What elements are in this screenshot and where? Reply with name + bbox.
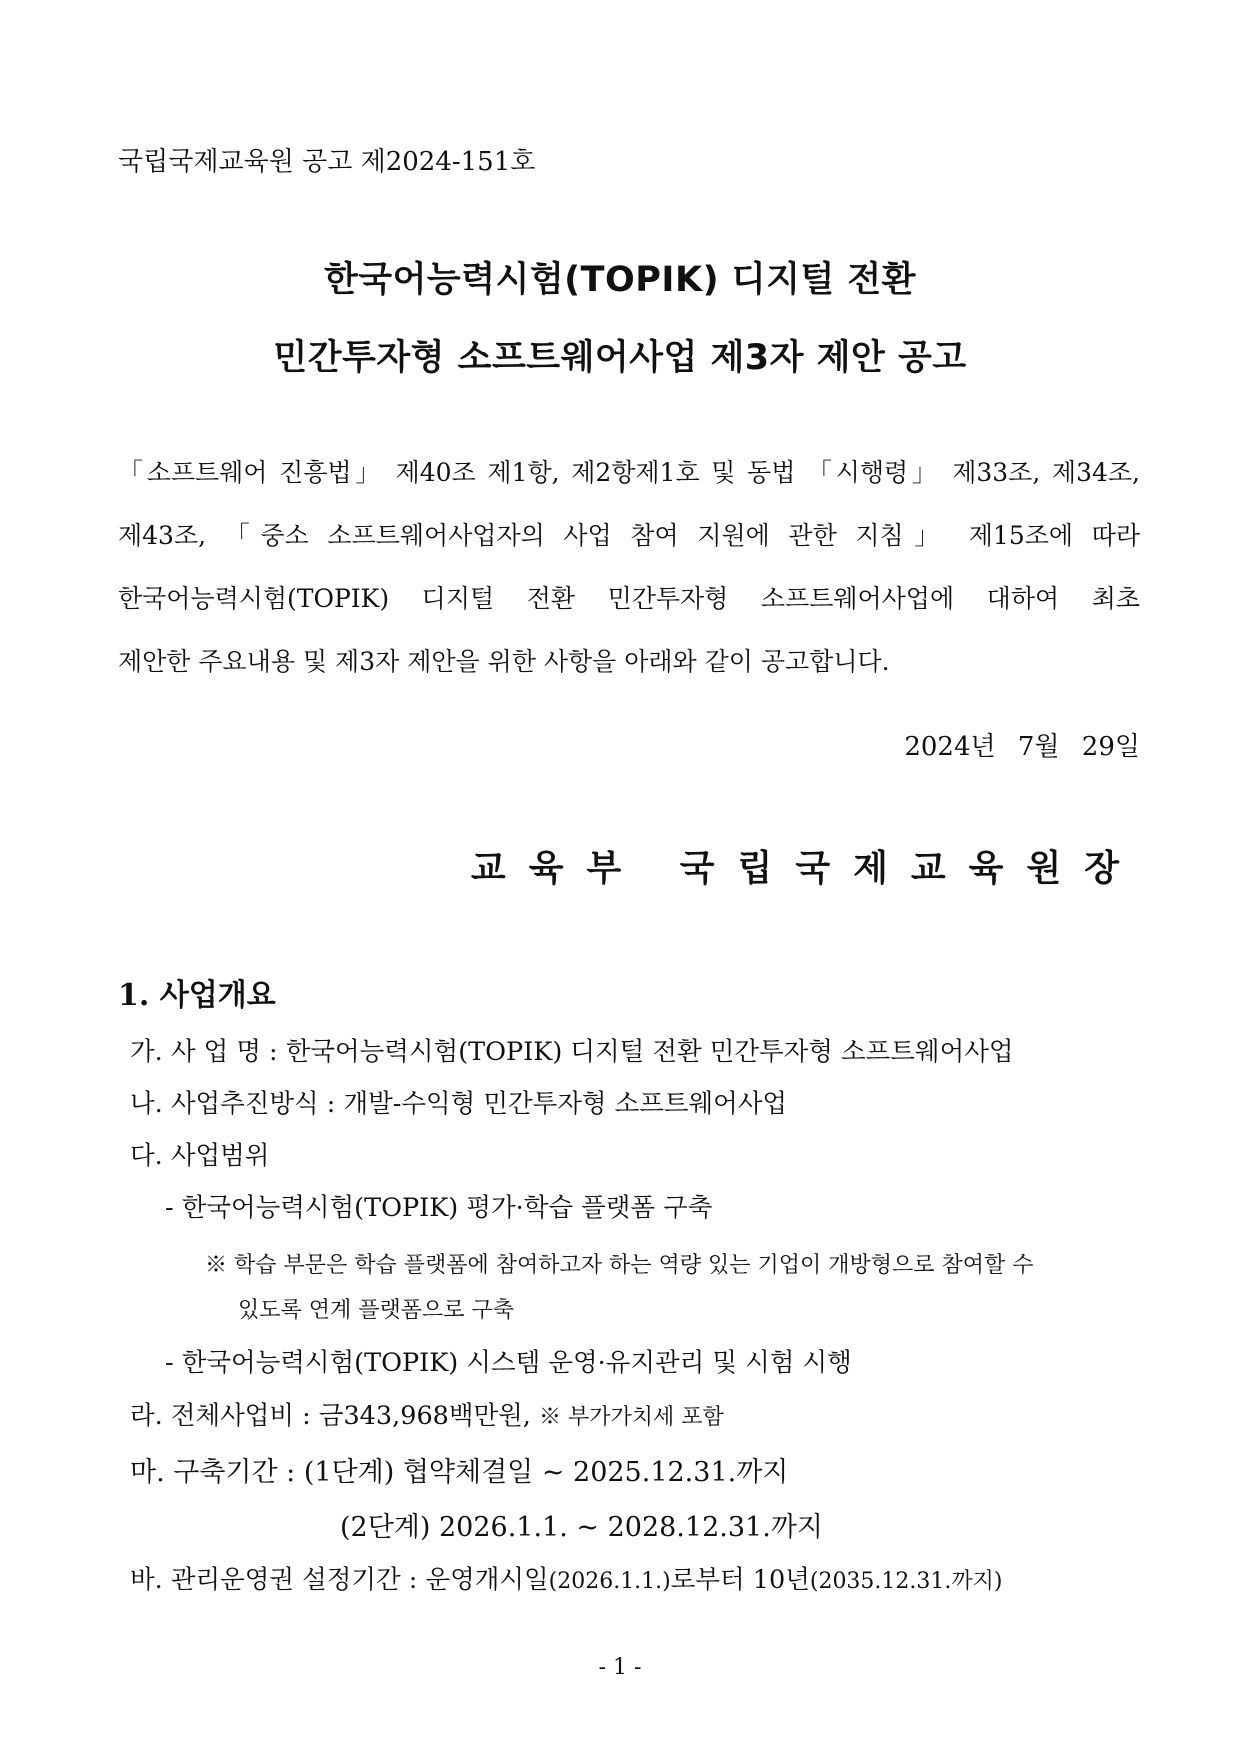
scope-item-1: - 한국어능력시험(TOPIK) 평가·학습 플랫폼 구축 — [165, 1193, 713, 1223]
intro-line: 제43조, 「중소 소프트웨어사업자의 사업 참여 지원에 관한 지침」 제15조에 따라 — [118, 521, 1140, 550]
item-ra — [130, 1396, 724, 1432]
notice-date: 2024년 7월 29일 — [904, 732, 1140, 762]
document-title-line-1: 한국어능력시험(TOPIK) 디지털 전환 — [323, 260, 916, 300]
scope-item-2: - 한국어능력시험(TOPIK) 시스템 운영·유지관리 및 시험 시행 — [165, 1348, 852, 1378]
notice-number: 국립국제교육원 공고 제2024-151호 — [118, 147, 536, 177]
intro-line: 한국어능력시험(TOPIK) 디지털 전환 민간투자형 소프트웨어사업에 대하여 최초 — [118, 584, 1140, 613]
document-title-line-2: 민간투자형 소프트웨어사업 제3자 제안 공고 — [273, 338, 967, 378]
budget-text: 라. 전체사업비 : 금343,968백만원, — [130, 1401, 531, 1431]
scope-note-line-2: 있도록 연계 플랫폼으로 구축 — [238, 1298, 515, 1323]
operation-start-date: (2026.1.1.) — [548, 1569, 671, 1594]
intro-paragraph — [118, 441, 1140, 693]
item-na: 나. 사업추진방식 : 개발-수익형 민간투자형 소프트웨어사업 — [130, 1089, 788, 1119]
operation-period-text: 바. 관리운영권 설정기간 : 운영개시일 — [130, 1565, 549, 1595]
item-da: 다. 사업범위 — [130, 1141, 270, 1171]
operation-duration: 로부터 10년 — [670, 1565, 810, 1595]
item-ma-line-1: 마. 구축기간 : (1단계) 협약체결일 ~ 2025.12.31.까지 — [130, 1457, 789, 1488]
scope-note-line-1: ※ 학습 부문은 학습 플랫폼에 참여하고자 하는 역량 있는 기업이 개방형으로 참여할 수 — [205, 1253, 1034, 1278]
section-heading: 1. 사업개요 — [118, 978, 276, 1013]
budget-vat-note: ※ 부가가치세 포함 — [539, 1405, 724, 1430]
intro-line: 「소프트웨어 진흥법」 제40조 제1항, 제2항제1호 및 동법 「시행령」 제33조, 제34조, — [118, 458, 1140, 487]
issuer-name: 교육부 국립국제교육원장 — [470, 848, 1142, 889]
intro-line: 제안한 주요내용 및 제3자 제안을 위한 사항을 아래와 같이 공고합니다. — [118, 647, 890, 676]
page-number: - 1 - — [598, 1655, 642, 1680]
item-ga: 가. 사 업 명 : 한국어능력시험(TOPIK) 디지털 전환 민간투자형 소프트웨어사업 — [130, 1037, 1014, 1067]
item-ba — [130, 1560, 1003, 1596]
operation-end-date: (2035.12.31.까지) — [809, 1569, 1003, 1594]
item-ma-line-2: (2단계) 2026.1.1. ~ 2028.12.31.까지 — [340, 1512, 823, 1543]
